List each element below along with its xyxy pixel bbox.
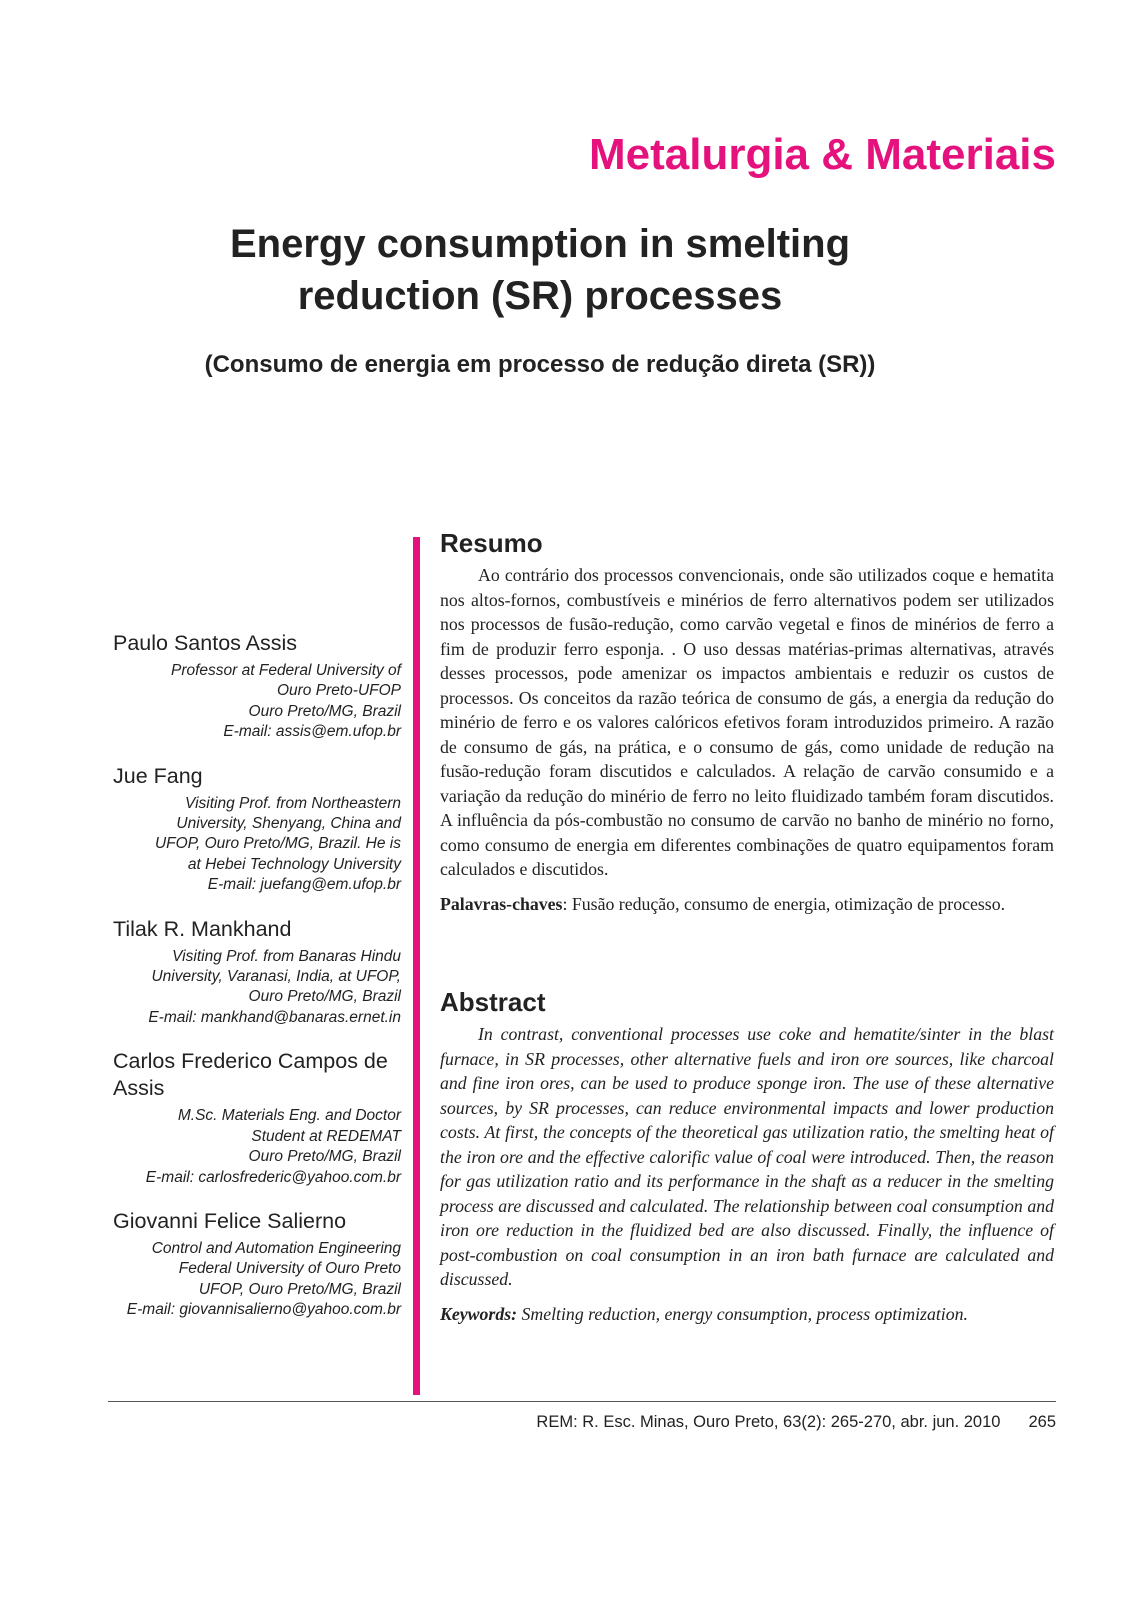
abstract-keywords-text: Smelting reduction, energy consumption, process optimization. xyxy=(517,1303,968,1324)
author-name: Paulo Santos Assis xyxy=(113,631,298,655)
resumo-heading: Resumo xyxy=(440,528,543,558)
author-affiliation: Professor at Federal University of Ouro Preto-UFOP Ouro Preto/MG, Brazil E-mail: assis@em.ufop.br xyxy=(170,662,401,741)
footer-citation: REM: R. Esc. Minas, Ouro Preto, 63(2): 265-270, abr. jun. 2010 xyxy=(536,1413,1001,1431)
resumo-text: Ao contrário dos processos convencionais, onde são utilizados coque e hematita nos altos-fornos, combustíveis e minérios de ferro alternativos podem ser utilizados nos processos de fusão-redução, como carvão vegetal e finos de minérios de ferro a fim de produzir ferro esponja. . O uso dessas matérias-primas alternativas, através desses processos, pode amenizar os impactos ambientais e reduzir os custos de processos. Os conceitos da razão teórica de consumo de gás, a energia da redução do minério de ferro e os valores calóricos efetivos foram introduzidos primeiro. A razão de consumo de gás, na prática, e o consumo de gás, como unidade de redução na fusão-redução foram discutidos e calculados. A relação de carvão consumido e a variação da redução do minério de ferro no leito fluidizado também foram discutidos. A influência da pós-combustão no consumo de carvão no banho de minério no forno, como consumo de energia em diferentes combinações de quatro equipamentos foram calculados e discutidos. xyxy=(440,565,1054,879)
journal-section-title: Metalurgia & Materiais xyxy=(588,130,1056,179)
accent-bar xyxy=(413,537,420,1395)
resumo-keywords-label: Palavras-chaves xyxy=(440,893,563,914)
author-affiliation: M.Sc. Materials Eng. and Doctor Student at REDEMAT Ouro Preto/MG, Brazil E-mail: carlosfrederic@yahoo.com.br xyxy=(145,1107,401,1186)
author-entry xyxy=(113,1208,401,1321)
resumo-section xyxy=(440,527,1054,916)
resumo-keywords xyxy=(440,892,1054,916)
abstract-text: In contrast, conventional processes use coke and hematite/sinter in the blast furnace, in SR processes, other alternative fuels and iron ore sources, like charcoal and fine iron ores, can be used to produce sponge iron. The use of these alternative sources, by SR processes, can reduce environmental impacts and lower production costs. At first, the concepts of the theoretical gas utilization ratio, the smelting heat of the iron ore and the effective calorific value of coal were introduced. Then, the reason for gas utilization ratio and its performance in the shaft as a reducer in the smelting process are discussed and calculated. The relationship between coal consumption and iron ore reduction in the fluidized bed are also discussed. Finally, the influence of post-combustion on coal consumption in an iron bath furnace are calculated and discussed. xyxy=(440,1024,1054,1289)
abstract-section xyxy=(440,986,1054,1326)
author-name: Giovanni Felice Salierno xyxy=(113,1208,347,1233)
paper-subtitle: (Consumo de energia em processo de redução direta (SR)) xyxy=(204,351,876,378)
author-affiliation: Visiting Prof. from Northeastern University, Shenyang, China and UFOP, Ouro Preto/MG, Brazil. He is at Hebei Technology University E-mail: juefang@em.ufop.br xyxy=(154,794,401,894)
abstract-heading: Abstract xyxy=(440,987,546,1017)
author-list xyxy=(113,630,401,1341)
author-entry xyxy=(113,763,401,896)
author-name: Carlos Frederico Campos de Assis xyxy=(113,1049,388,1101)
author-name: Jue Fang xyxy=(113,763,203,788)
author-entry xyxy=(113,916,401,1029)
resumo-keywords-text: : Fusão redução, consumo de energia, otimização de processo. xyxy=(562,893,1006,914)
paper-title xyxy=(150,218,930,322)
page-number: 265 xyxy=(1028,1413,1056,1431)
footer-rule xyxy=(108,1401,1056,1402)
paper-title-line-1: Energy consumption in smelting xyxy=(229,222,851,266)
paper-title-line-2: reduction (SR) processes xyxy=(297,274,783,318)
author-entry xyxy=(113,630,401,743)
author-name: Tilak R. Mankhand xyxy=(113,916,292,941)
page-footer xyxy=(536,1411,1056,1433)
author-affiliation: Visiting Prof. from Banaras Hindu University, Varanasi, India, at UFOP, Ouro Preto/MG, Brazil E-mail: mankhand@banaras.ernet.in xyxy=(148,947,401,1026)
abstract-keywords-label: Keywords: xyxy=(440,1303,518,1324)
author-affiliation: Control and Automation Engineering Federal University of Ouro Preto UFOP, Ouro Preto/MG, Brazil E-mail: giovannisalierno@yahoo.com.br xyxy=(126,1239,401,1319)
abstract-keywords xyxy=(440,1302,1054,1326)
author-entry xyxy=(113,1048,401,1188)
